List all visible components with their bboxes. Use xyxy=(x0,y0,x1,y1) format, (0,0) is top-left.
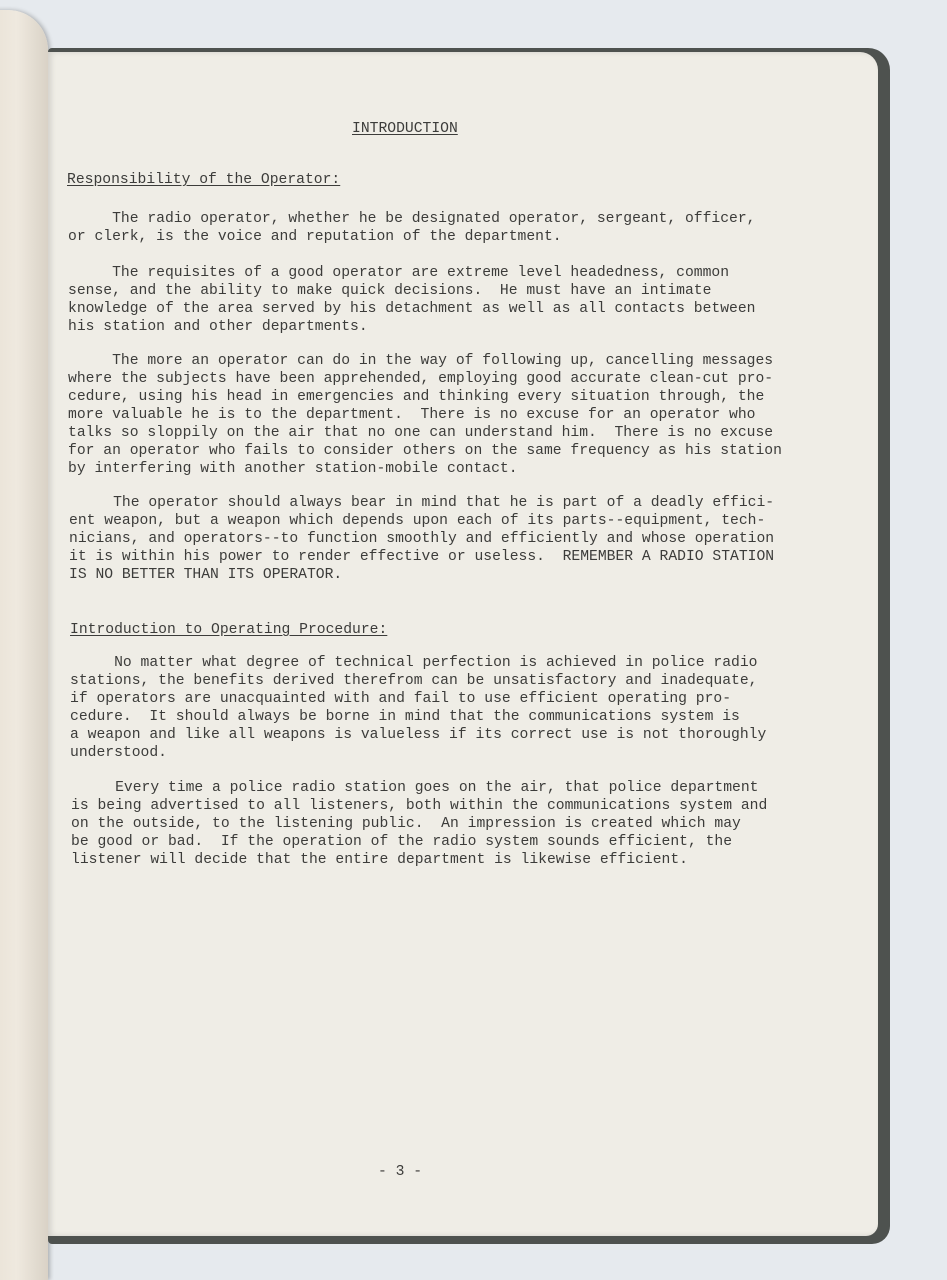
text-line: where the subjects have been apprehended, employing good accurate clean-cut pro- xyxy=(68,371,774,387)
section-heading: Responsibility of the Operator: xyxy=(67,172,341,188)
paragraph xyxy=(68,210,756,246)
text-line: The requisites of a good operator are extreme level headedness, common xyxy=(68,265,730,281)
page-number: - 3 - xyxy=(378,1164,423,1180)
text-line: nicians, and operators--to function smoothly and efficiently and whose operation xyxy=(69,531,775,547)
text-line: on the outside, to the listening public. An impression is created which may xyxy=(71,816,741,832)
paragraph xyxy=(71,779,767,869)
text-line: it is within his power to render effective or useless. REMEMBER A RADIO STATION xyxy=(69,549,775,565)
text-line: cedure, using his head in emergencies and thinking every situation through, the xyxy=(68,389,765,405)
text-line: more valuable he is to the department. There is no excuse for an operator who xyxy=(68,407,756,423)
text-line: knowledge of the area served by his detachment as well as all contacts between xyxy=(68,301,756,317)
text-line: The operator should always bear in mind that he is part of a deadly effici- xyxy=(69,495,775,511)
text-line: or clerk, is the voice and reputation of the department. xyxy=(68,229,562,245)
text-line: No matter what degree of technical perfection is achieved in police radio xyxy=(70,655,758,671)
paragraph xyxy=(68,264,756,336)
section-heading: Introduction to Operating Procedure: xyxy=(70,622,388,638)
text-line: a weapon and like all weapons is valueless if its correct use is not thoroughly xyxy=(70,727,767,743)
text-line: IS NO BETTER THAN ITS OPERATOR. xyxy=(69,567,343,583)
text-line: is being advertised to all listeners, both within the communications system and xyxy=(71,798,768,814)
text-line: Every time a police radio station goes on the air, that police department xyxy=(71,780,759,796)
page-title: INTRODUCTION xyxy=(352,121,458,137)
text-line: ent weapon, but a weapon which depends upon each of its parts--equipment, tech- xyxy=(69,513,766,529)
text-line: understood. xyxy=(70,745,167,761)
text-line: his station and other departments. xyxy=(68,319,368,335)
text-line: for an operator who fails to consider others on the same frequency as his station xyxy=(68,443,782,459)
paragraph xyxy=(68,352,782,478)
text-line: The radio operator, whether he be designated operator, sergeant, officer, xyxy=(68,211,756,227)
text-line: sense, and the ability to make quick decisions. He must have an intimate xyxy=(68,283,712,299)
text-line: be good or bad. If the operation of the radio system sounds efficient, the xyxy=(71,834,733,850)
text-line: The more an operator can do in the way of following up, cancelling messages xyxy=(68,353,774,369)
paragraph xyxy=(69,494,774,584)
text-line: talks so sloppily on the air that no one can understand him. There is no excuse xyxy=(68,425,774,441)
text-line: stations, the benefits derived therefrom can be unsatisfactory and inadequate, xyxy=(70,673,758,689)
text-line: if operators are unacquainted with and fail to use efficient operating pro- xyxy=(70,691,732,707)
text-line: by interfering with another station-mobile contact. xyxy=(68,461,518,477)
paragraph xyxy=(70,654,766,762)
text-line: cedure. It should always be borne in mind that the communications system is xyxy=(70,709,740,725)
text-line: listener will decide that the entire department is likewise efficient. xyxy=(71,852,688,868)
